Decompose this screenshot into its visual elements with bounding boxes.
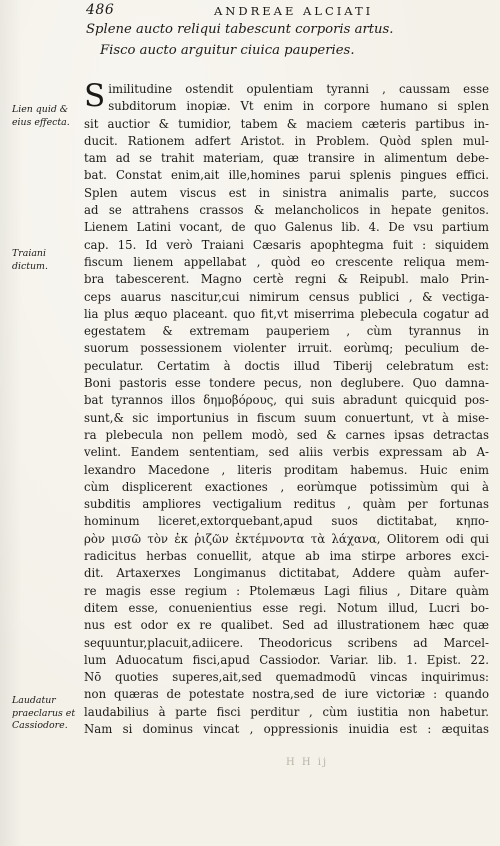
text-line: peculatur. Certatim à doctis illud Tiberij celebratum est: [84, 358, 489, 373]
text-line: radicitus herbas conuellit, atque ab ima stirpe arbores exci- [84, 549, 489, 564]
text-line: ρὸν μισῶ τὸν ἐκ ῥιζῶν ἐκτέμνοντα τὰ λάχανα, Olitorem odi qui [84, 531, 489, 546]
text-line: dit. Artaxerxes Longimanus dictitabat, Addere quàm aufer- [84, 566, 489, 581]
text-line: velint. Eandem sententiam, sed aliis verbis expressam ab A- [84, 445, 489, 460]
text-line: bat. Constat enim,ait ille,homines parui splenis pingues effici. [84, 168, 489, 183]
text-line: ceps auarus nascitur,cui nimirum census publici , & vectiga- [84, 289, 489, 304]
text-line: Nam si dominus vincat , oppressionis inuidia est : æquitas [84, 721, 489, 736]
signature-mark: H H ij [286, 757, 329, 768]
text-line: lexandro Macedone , literis proditam habemus. Huic enim [84, 462, 489, 477]
text-line: ad se attrahens crassos & melancholicos in hepate genitos. [84, 203, 489, 218]
motto-line-2: Fisco aucto arguitur ciuica pauperies. [100, 43, 355, 58]
text-line: laudabilius à parte fisci perditur , cùm iustitia non habetur. [84, 704, 489, 719]
text-line: tam ad se trahit materiam, quæ transire in alimentum debe- [84, 151, 489, 166]
margin-note-3: Laudatur praeclarus et Cassiodore. [12, 695, 76, 731]
running-head: ANDREAE ALCIATI [214, 4, 374, 18]
text-line: suorum possessionem violenter irruit. eorùmq; peculium de- [84, 341, 489, 356]
text-line: sunt,& sic importunius in fiscum suum conuertunt, vt à mise- [84, 410, 489, 425]
text-line: hominum liceret,extorquebant,apud suos dictitabat, κηπο- [84, 514, 489, 529]
text-line: ra plebecula non pellem modò, sed & carnes ipsas detractas [84, 427, 489, 442]
text-line: Splen autem viscus est in sinistra animalis parte, succos [84, 185, 489, 200]
text-line: ducit. Rationem adfert Aristot. in Problem. Quòd splen mul- [84, 133, 489, 148]
text-line: nus est odor ex re qualibet. Sed ad illustrationem hæc quæ [84, 618, 489, 633]
text-line: imilitudine ostendit opulentiam tyranni , caussam esse [108, 82, 489, 96]
text-line: bat tyrannos illos δημοβόρους, qui suis abradunt quicquid pos- [84, 393, 489, 408]
margin-note-2: Traiani dictum. [12, 248, 48, 272]
text-line: cap. 15. Id verò Traiani Cæsaris apophtegma fuit : siquidem [84, 237, 489, 252]
motto-line-1: Splene aucto reliqui tabescunt corporis artus. [86, 22, 394, 37]
text-line: cùm displicerent exactiones , eorùmque potissimùm qui à [84, 479, 489, 494]
commentary-text [84, 78, 489, 738]
text-line: ditem esse, conuenientius esse regi. Notum illud, Lucri bo- [84, 600, 489, 615]
text-line: subditis ampliores vectigalium reditus , quàm per fortunas [84, 497, 489, 512]
text-line: lum Aduocatum fisci,apud Cassiodor. Variar. lib. 1. Epist. 22. [84, 652, 489, 667]
page-number: 486 [86, 2, 115, 18]
text-line: sequuntur,placuit,adiicere. Theodoricus scribens ad Marcel- [84, 635, 489, 650]
text-line: bra tabescerent. Magno certè regni & Reipubl. malo Prin- [84, 272, 489, 287]
text-line: subditorum inopiæ. Vt enim in corpore humano si splen [108, 99, 489, 114]
text-line: Boni pastoris esse tondere pecus, non deglubere. Quo damna- [84, 376, 489, 391]
margin-note-1: Lien quid & eius effecta. [12, 104, 70, 128]
text-line: fiscum lienem appellabat , quòd eo crescente reliqua mem- [84, 254, 489, 269]
drop-cap: S [84, 78, 106, 114]
text-line: Nō quoties superes,ait,sed quemadmodū vincas inquirimus: [84, 670, 489, 685]
text-line: re magis esse regium : Ptolemæus Lagi filius , Ditare quàm [84, 583, 489, 598]
text-line: lia plus æquo placeant. quo fit,vt miserrima plebecula cogatur ad egestatem & extremam pauperiem , cùm tyrannus in [84, 306, 489, 339]
text-line: sit auctior & tumidior, tabem & maciem cæteris partibus in- [84, 116, 489, 131]
text-line: non quæras de potestate nostra,sed de iure victoriæ : quando [84, 687, 489, 702]
page-header [86, 2, 492, 22]
text-line: Lienem Latini vocant, de quo Galenus lib. 4. De vsu partium [84, 220, 489, 235]
